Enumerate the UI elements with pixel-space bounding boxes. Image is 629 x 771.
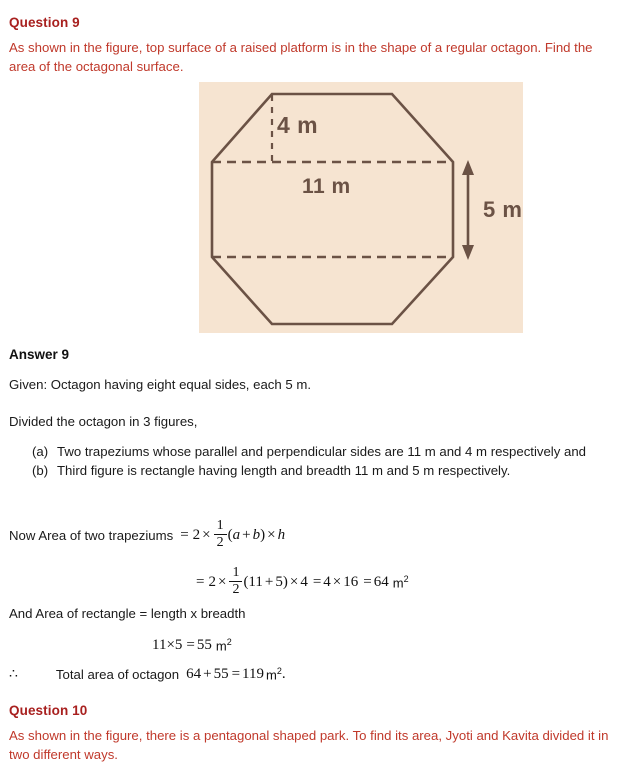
question-9-body: As shown in the figure, top surface of a raised platform is in the shape of a regular octagon. Find the area of the octagonal surface. xyxy=(9,40,593,74)
eq2-times3: × xyxy=(332,574,342,590)
eq4-unit-m: m xyxy=(265,667,277,683)
eq4-equals: = xyxy=(231,666,241,682)
question-9-heading: Question 9 xyxy=(9,15,80,30)
trapezium-area-formula xyxy=(180,520,285,551)
eq2-four2: 4 xyxy=(323,574,331,590)
eq4-b: 55 xyxy=(213,666,229,682)
eq2-open: (11 xyxy=(243,574,263,590)
eq2-equals: = xyxy=(196,574,205,590)
eq2-numerator: 1 xyxy=(232,565,240,580)
rectangle-area-label: And Area of rectangle = length x breadth xyxy=(9,606,246,621)
eq2-unit-sup: 2 xyxy=(403,574,409,585)
eq1-close-paren: ) xyxy=(260,527,266,543)
label-11m: 11 m xyxy=(302,175,351,198)
eq4-unit-sup: 2 xyxy=(276,666,282,677)
eq2-times2: × xyxy=(289,574,299,590)
eq1-var-a: a xyxy=(232,527,241,543)
eq2-two: 2 xyxy=(208,574,216,590)
eq1-plus: + xyxy=(242,527,251,543)
total-area-row xyxy=(9,666,286,683)
eq1-half-fraction xyxy=(214,519,227,550)
arrow-5m-head-bottom xyxy=(462,245,474,260)
eq3-result: 55 xyxy=(196,637,212,653)
eq2-sixteen: 16 xyxy=(343,574,359,590)
eq2-result: 64 xyxy=(373,574,389,590)
octagon-svg xyxy=(199,82,523,333)
eq4-unit xyxy=(266,666,282,682)
eq1-open-paren: ( xyxy=(227,527,233,543)
eq3-equals: = xyxy=(186,637,195,653)
eq2-unit-m: m xyxy=(392,575,404,591)
eq1-two: 2 xyxy=(192,527,201,543)
answer-given-text: Given: Octagon having eight equal sides, each 5 m. xyxy=(9,377,312,392)
eq1-times2: × xyxy=(267,527,276,543)
eq2-denominator: 2 xyxy=(229,581,242,597)
list-item xyxy=(32,461,622,480)
trapezium-area-result-formula xyxy=(196,567,409,598)
arrow-5m-head-top xyxy=(462,160,474,175)
total-area-formula xyxy=(186,666,286,683)
octagon-outline xyxy=(212,94,453,324)
therefore-symbol: ∴ xyxy=(9,667,18,682)
eq1-denominator: 2 xyxy=(214,534,227,550)
answer-9-heading: Answer 9 xyxy=(9,347,70,362)
trapezium-area-equation-row xyxy=(9,520,285,551)
label-4m: 4 m xyxy=(277,112,319,138)
eq4-a: 64 xyxy=(186,666,202,682)
eq2-equals3: = xyxy=(363,574,372,590)
rectangle-area-formula xyxy=(152,637,232,654)
eq1-numerator: 1 xyxy=(216,518,224,533)
eq4-period: . xyxy=(281,666,286,682)
eq2-plus: + xyxy=(264,574,274,590)
eq4-result: 119 xyxy=(242,666,264,682)
trapezium-area-result-row xyxy=(196,567,409,598)
eq3-unit xyxy=(216,637,232,653)
eq4-plus: + xyxy=(203,666,212,682)
question-10-body: As shown in the figure, there is a pentagonal shaped park. To find its area, Jyoti and Kavita divided it in two different ways. xyxy=(9,728,609,762)
list-item-marker: (b) xyxy=(32,463,49,478)
label-5m: 5 m xyxy=(483,197,523,222)
eq3-unit-m: m xyxy=(215,638,227,654)
eq2-unit xyxy=(393,574,409,590)
answer-divided-text: Divided the octagon in 3 figures, xyxy=(9,414,198,429)
list-item-marker: (a) xyxy=(32,444,49,459)
list-item-text: Two trapeziums whose parallel and perpendicular sides are 11 m and 4 m respectively and xyxy=(57,444,586,459)
eq1-var-b: b xyxy=(252,527,261,543)
trapezium-area-label: Now Area of two trapeziums xyxy=(9,528,174,543)
rectangle-area-result-row xyxy=(152,637,232,654)
question-10-heading: Question 10 xyxy=(9,703,88,718)
eq1-var-h: h xyxy=(277,527,286,543)
eq2-times: × xyxy=(217,574,227,590)
eq2-five: 5) xyxy=(275,574,288,590)
answer-sub-list xyxy=(32,442,622,480)
eq2-four: 4 xyxy=(300,574,308,590)
total-area-label: Total area of octagon xyxy=(55,667,180,682)
eq2-half-fraction xyxy=(229,566,242,597)
list-item xyxy=(32,442,622,461)
eq2-equals2: = xyxy=(312,574,322,590)
eq3-unit-sup: 2 xyxy=(226,637,232,648)
list-item-text: Third figure is rectangle having length and breadth 11 m and 5 m respectively. xyxy=(57,463,511,478)
eq1-times: × xyxy=(202,527,211,543)
eq3-expr: 11×5 xyxy=(152,637,183,653)
octagon-figure xyxy=(199,82,523,333)
eq1-equals: = xyxy=(180,527,189,543)
